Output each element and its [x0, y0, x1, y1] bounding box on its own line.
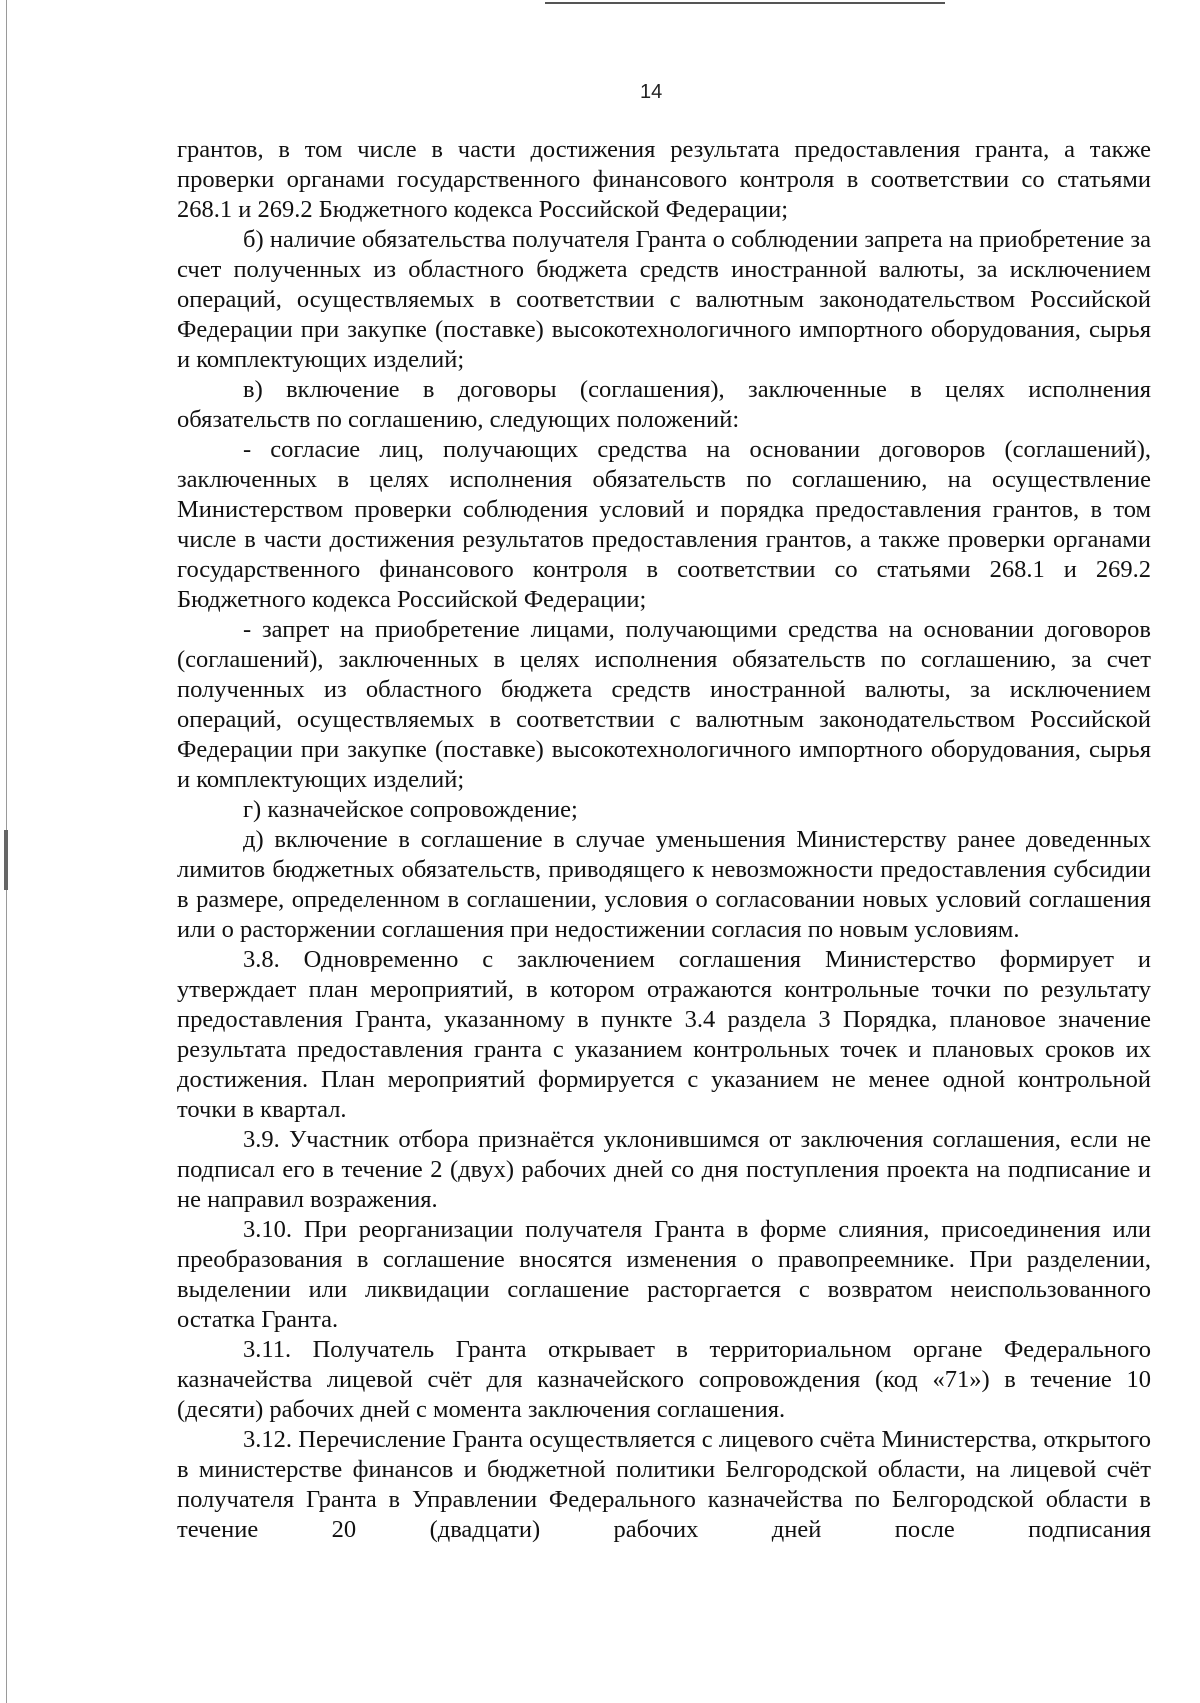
- document-body: [177, 135, 1151, 1545]
- paragraph-3-11: 3.11. Получатель Гранта открывает в территориальном органе Федерального казначейства лицевой счёт для казначейского сопровождения (код «71») в течение 10 (десяти) рабочих дней с момента заключения соглашения.: [177, 1336, 1151, 1423]
- page-number: 14: [640, 81, 663, 103]
- paragraph-dash-consent: - согласие лиц, получающих средства на основании договоров (соглашений), заключенных в целях исполнения обязательств по соглашению, на осуществление Министерством проверки соблюдения условий и порядка предоставления грантов, в том числе в части достижения результатов предоставления грантов, а также проверки органами государственного финансового контроля в соответствии со статьями 268.1 и 269.2 Бюджетного кодекса Российской Федерации;: [177, 436, 1151, 613]
- paragraph-3-12: 3.12. Перечисление Гранта осуществляется с лицевого счёта Министерства, открытого в министерстве финансов и бюджетной политики Белгородской области, на лицевой счёт получателя Гранта в Управлении Федерального казначейства по Белгородской области в течение 20 (двадцати) рабочих дней после подписания: [177, 1426, 1151, 1543]
- left-binding-mark: [4, 830, 8, 890]
- paragraph-3-10: 3.10. При реорганизации получателя Гранта в форме слияния, присоединения или преобразования в соглашение вносятся изменения о правопреемнике. При разделении, выделении или ликвидации соглашение расторгается с возвратом неиспользованного остатка Гранта.: [177, 1216, 1151, 1333]
- paragraph-item-b: б) наличие обязательства получателя Гранта о соблюдении запрета на приобретение за счет полученных из областного бюджета средств иностранной валюты, за исключением операций, осуществляемых в соответствии с валютным законодательством Российской Федерации при закупке (поставке) высокотехнологичного импортного оборудования, сырья и комплектующих изделий;: [177, 226, 1151, 373]
- paragraph-dash-prohibition: - запрет на приобретение лицами, получающими средства на основании договоров (соглашений), заключенных в целях исполнения обязательств по соглашению, за счет полученных из областного бюджета средств иностранной валюты, за исключением операций, осуществляемых в соответствии с валютным законодательством Российской Федерации при закупке (поставке) высокотехнологичного импортного оборудования, сырья и комплектующих изделий;: [177, 616, 1151, 793]
- paragraph-3-8: 3.8. Одновременно с заключением соглашения Министерство формирует и утверждает план мероприятий, в котором отражаются контрольные точки по результату предоставления Гранта, указанному в пункте 3.4 раздела 3 Порядка, плановое значение результата предоставления гранта с указанием контрольных точек и плановых сроков их достижения. План мероприятий формируется с указанием не менее одной контрольной точки в квартал.: [177, 946, 1151, 1123]
- top-scan-rule: [545, 2, 945, 4]
- paragraph-continuation: грантов, в том числе в части достижения результата предоставления гранта, а также проверки органами государственного финансового контроля в соответствии со статьями 268.1 и 269.2 Бюджетного кодекса Российской Федерации;: [177, 136, 1151, 223]
- paragraph-item-g: г) казначейское сопровождение;: [243, 796, 578, 823]
- paragraph-3-9: 3.9. Участник отбора признаётся уклонившимся от заключения соглашения, если не подписал его в течение 2 (двух) рабочих дней со дня поступления проекта на подписание и не направил возражения.: [177, 1126, 1151, 1213]
- paragraph-item-v: в) включение в договоры (соглашения), заключенные в целях исполнения обязательств по соглашению, следующих положений:: [177, 376, 1151, 433]
- paragraph-item-d: д) включение в соглашение в случае уменьшения Министерству ранее доведенных лимитов бюджетных обязательств, приводящего к невозможности предоставления субсидии в размере, определенном в соглашении, условия о согласовании новых условий соглашения или о расторжении соглашения при недостижении согласия по новым условиям.: [177, 826, 1151, 943]
